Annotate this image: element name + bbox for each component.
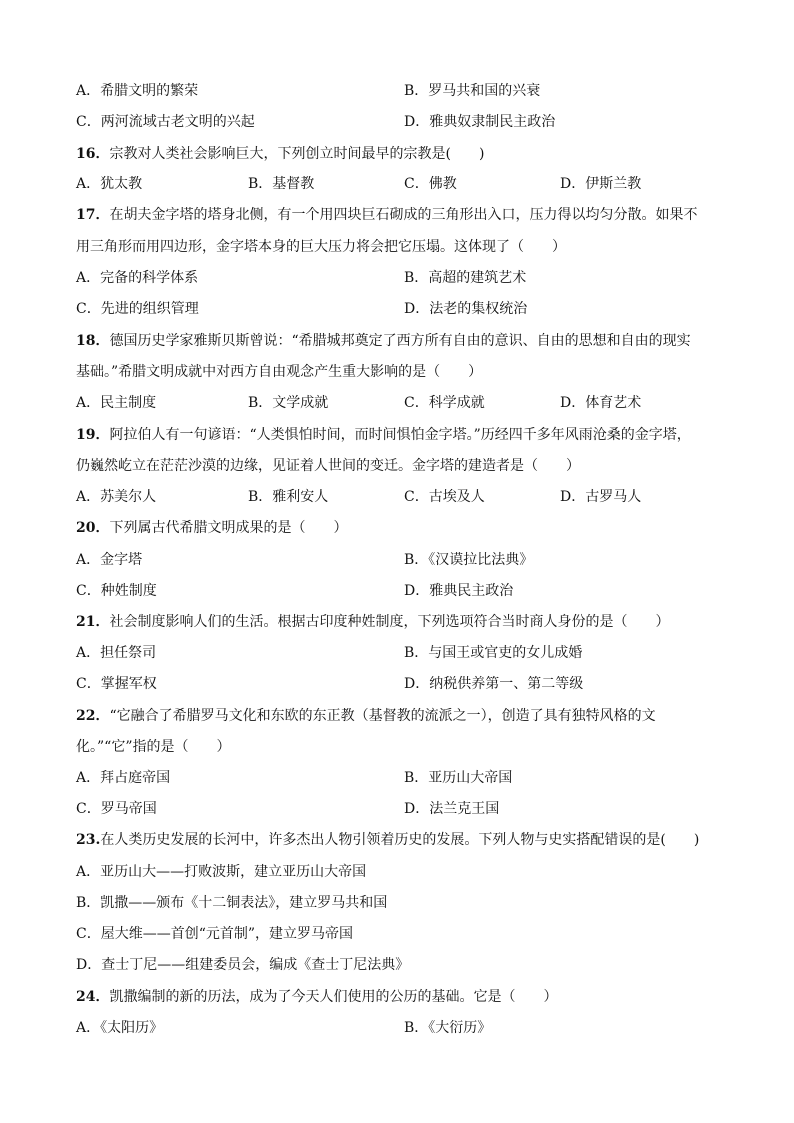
option-d: D．体育艺术 [560,395,642,411]
option-d: D．伊斯兰教 [560,176,642,192]
option-a: A．民主制度 [76,395,157,411]
question-stem: 凯撒编制的新的历法，成为了今天人们使用的公历的基础。它是（ ） [109,989,558,1005]
question-number: 17． [76,207,110,223]
question-number: 20． [76,520,110,536]
option-a: A．担任祭司 [76,645,157,661]
option-c: C．种姓制度 [76,583,157,599]
question-number: 21． [76,614,110,630]
option-a: A．苏美尔人 [76,489,157,505]
question-stem: 在胡夫金字塔的塔身北侧，有一个用四块巨石砌成的三角形出入口，压力得以均匀分散。如果不 [109,207,698,223]
question-19 [76,425,691,445]
option-c: C．两河流域古老文明的兴起 [76,114,255,130]
option-b: B．雅利安人 [248,489,329,505]
option-b: B．凯撒——颁布《十二铜表法》，建立罗马共和国 [76,895,388,911]
option-a: A．希腊文明的繁荣 [76,83,199,99]
option-d: D．查士丁尼——组建委员会，编成《查士丁尼法典》 [76,957,410,973]
question-number: 19． [76,427,110,443]
question-number: 23. [76,832,101,848]
option-d: D．法兰克王国 [404,801,500,817]
option-d: D．纳税供养第一、第二等级 [404,676,584,692]
option-d: D．雅典民主政治 [404,583,514,599]
option-b: B．《大衍历》 [404,1020,492,1036]
question-20 [76,518,347,538]
question-stem: 在人类历史发展的长河中，许多杰出人物引领着历史的发展。下列人物与史实搭配错误的是( ) [100,832,700,848]
question-stem: “它融合了希腊罗马文化和东欧的东正教（基督教的流派之一），创造了具有独特风格的文 [109,708,656,724]
option-d: D．法老的集权统治 [404,301,528,317]
option-a: A．金字塔 [76,552,143,568]
option-b: B．《汉谟拉比法典》 [404,552,534,568]
question-stem: 宗教对人类社会影响巨大，下列创立时间最早的宗教是( ) [109,146,485,162]
question-number: 18． [76,333,110,349]
option-d: D．古罗马人 [560,489,642,505]
question-21 [76,612,669,632]
question-18 [76,331,691,351]
option-c: C．古埃及人 [404,489,485,505]
option-b: B．基督教 [248,176,315,192]
option-b: B．与国王或官吏的女儿成婚 [404,645,583,661]
option-c: C．屋大维——首创“元首制”，建立罗马帝国 [76,926,354,942]
option-a: A．亚历山大——打败波斯，建立亚历山大帝国 [76,864,367,880]
question-stem-cont: 用三角形而用四边形，金字塔本身的巨大压力将会把它压塌。这体现了（ ） [76,239,566,255]
question-number: 16． [76,146,110,162]
question-stem-cont: 仍巍然屹立在茫茫沙漠的边缘，见证着人世间的变迁。金字塔的建造者是（ ） [76,458,580,474]
question-stem-cont: 化。”“它”指的是（ ） [76,739,231,755]
option-c: C．先进的组织管理 [76,301,199,317]
option-b: B．罗马共和国的兴衰 [404,83,541,99]
question-22 [76,706,656,726]
option-c: C．佛教 [404,176,457,192]
question-23 [76,830,699,850]
question-stem: 下列属古代希腊文明成果的是（ ） [109,520,348,536]
option-a: A．犹太教 [76,176,143,192]
question-number: 24． [76,989,110,1005]
option-c: C．掌握军权 [76,676,157,692]
option-b: B．文学成就 [248,395,329,411]
question-24 [76,987,557,1007]
option-c: C．科学成就 [404,395,485,411]
option-a: A．完备的科学体系 [76,270,199,286]
option-a: A．《太阳历》 [76,1020,164,1036]
question-stem: 阿拉伯人有一句谚语：“人类惧怕时间，而时间惧怕金字塔。”历经四千多年风雨沧桑的金字塔， [109,427,691,443]
option-b: B．高超的建筑艺术 [404,270,527,286]
option-d: D．雅典奴隶制民主政治 [404,114,556,130]
question-number: 22． [76,708,110,724]
option-b: B．亚历山大帝国 [404,770,513,786]
question-17 [76,205,697,225]
option-a: A．拜占庭帝国 [76,770,171,786]
question-stem: 德国历史学家雅斯贝斯曾说：“希腊城邦奠定了西方所有自由的意识、自由的思想和自由的现实 [109,333,691,349]
question-stem: 社会制度影响人们的生活。根据古印度种姓制度，下列选项符合当时商人身份的是（ ） [109,614,670,630]
question-stem-cont: 基础。”希腊文明成就中对西方自由观念产生重大影响的是（ ） [76,364,483,380]
question-16 [76,144,484,164]
option-c: C．罗马帝国 [76,801,157,817]
